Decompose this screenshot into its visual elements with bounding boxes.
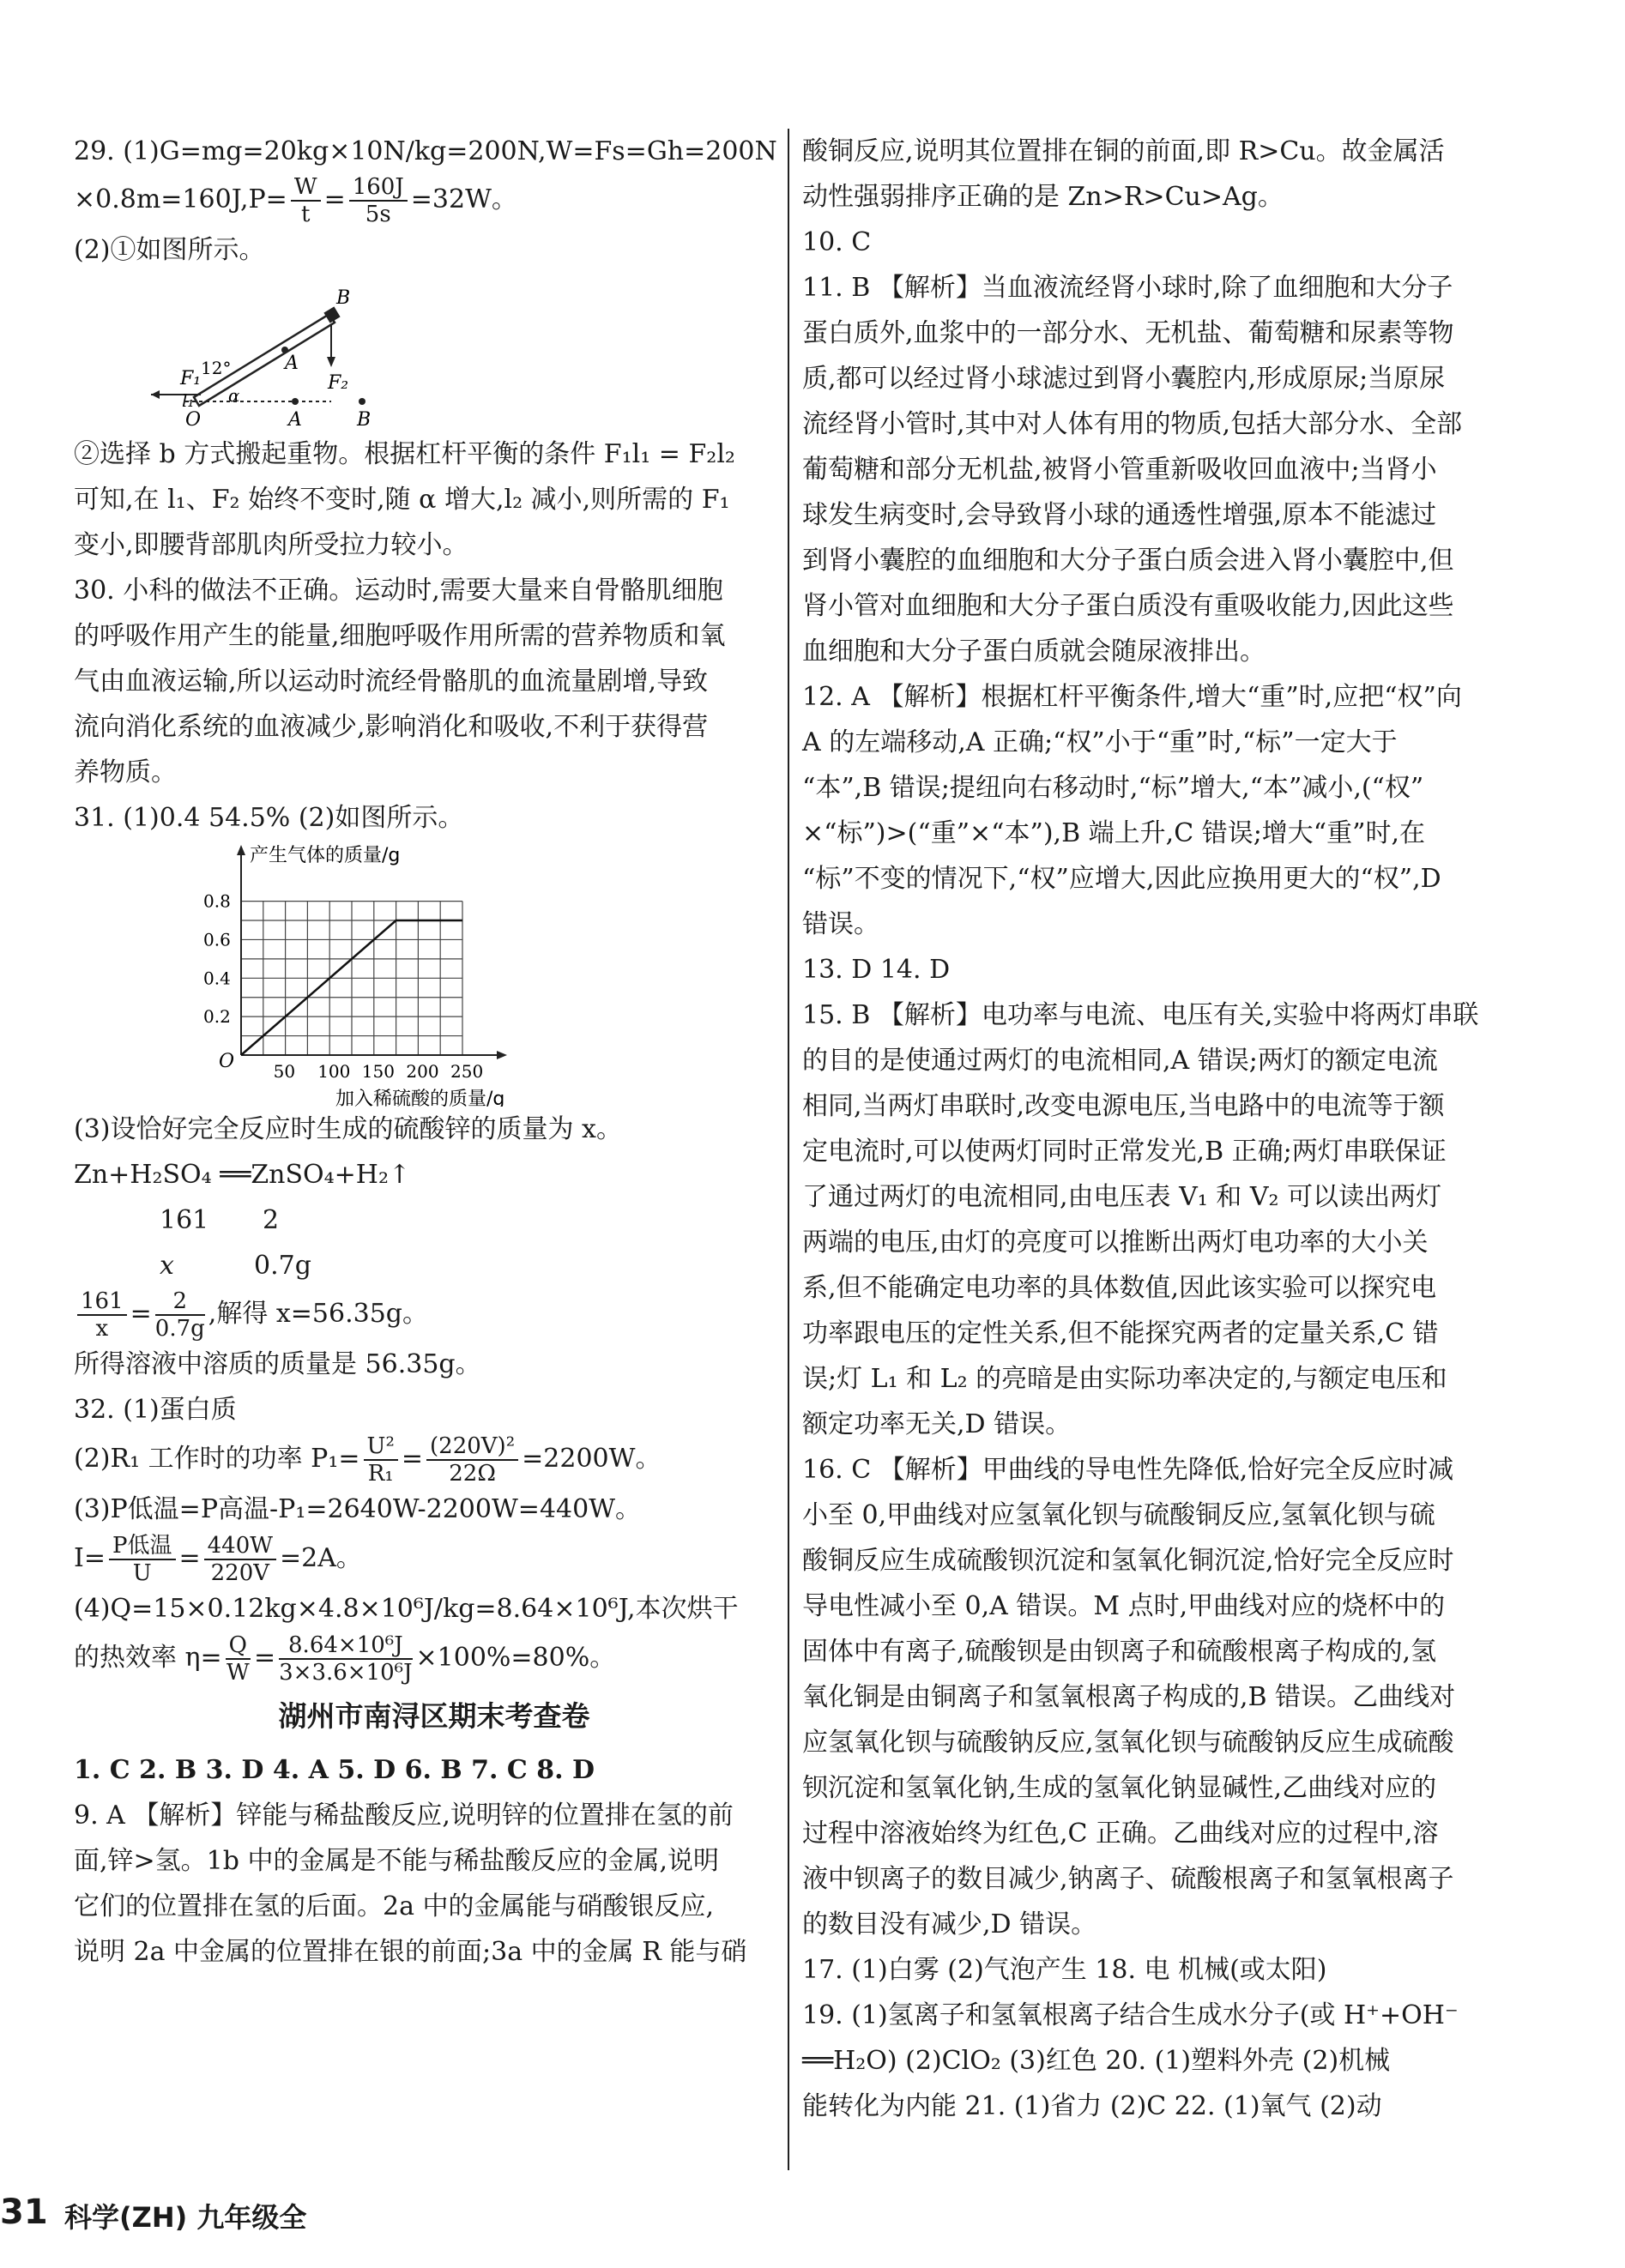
q17-22-line: 19. (1)氢离子和氢氧根离子结合生成水分子(或 H⁺+OH⁻ [802, 2000, 1459, 2030]
q15-line: 相同,当两灯串联时,改变电源电压,当电路中的电流等于额 [802, 1091, 1445, 1121]
q12-line: ×“标”)>(“重”×“本”),B 端上升,C 错误;增大“重”时,在 [802, 818, 1426, 848]
page-footer [0, 2189, 429, 2249]
q31-eq-row1: 161 2 [160, 1205, 280, 1235]
q11-line: 质,都可以经过肾小球滤过到肾小囊腔内,形成原尿;当原尿 [802, 364, 1446, 394]
q29-line3: (2)①如图所示。 [74, 235, 265, 265]
q11-line: 血细胞和大分子蛋白质就会随尿液排出。 [802, 636, 1266, 667]
q15-line: 15. B 【解析】电功率与电流、电压有关,实验中将两灯串联 [802, 1000, 1479, 1030]
x-tick-label: 100 [317, 1061, 351, 1082]
q11-line: 蛋白质外,血浆中的一部分水、无机盐、葡萄糖和尿素等物 [802, 318, 1454, 348]
x-axis-arrowhead [497, 1051, 507, 1059]
q31-equation: Zn+H₂SO₄ ══ZnSO₄+H₂↑ [74, 1160, 411, 1190]
fraction-160j-5s: $\frac{160J}{5s}$ [349, 174, 408, 227]
q9-cont-line: 动性强弱排序正确的是 Zn>R>Cu>Ag。 [802, 182, 1284, 212]
fraction-q-w: $\frac{Q}{W}$ [226, 1632, 250, 1686]
q16-line: 液中钡离子的数目减少,钠离子、硫酸根离子和氢氧根离子 [802, 1864, 1454, 1894]
q30-line: 养物质。 [74, 757, 177, 787]
q9-line: 9. A 【解析】锌能与稀盐酸反应,说明锌的位置排在氢的前 [74, 1801, 734, 1831]
q16-line: 的数目没有减少,D 错误。 [802, 1909, 1097, 1939]
q30-line: 30. 小科的做法不正确。运动时,需要大量来自骨骼肌细胞 [74, 576, 723, 606]
q12-line: “标”不变的情况下,“权”应增大,因此应换用更大的“权”,D [802, 864, 1441, 894]
x-tick-label: 200 [406, 1061, 439, 1082]
q29-line4: ②选择 b 方式搬起重物。根据杠杆平衡的条件 F₁l₁ = F₂l₂ [74, 439, 735, 469]
q12-line: 错误。 [802, 909, 879, 939]
q17-22-line: 能转化为内能 21. (1)省力 (2)C 22. (1)氧气 (2)动 [802, 2091, 1382, 2121]
q9-line: 面,锌>氢。1b 中的金属是不能与稀盐酸反应的金属,说明 [74, 1846, 720, 1876]
lever-end-cap [323, 306, 340, 323]
q9-line: 它们的位置排在氢的后面。2a 中的金属能与硝酸银反应, [74, 1891, 715, 1921]
q13-14: 13. D 14. D [802, 955, 951, 985]
fraction-w-t: $\frac{W}{t}$ [291, 174, 321, 227]
q29-line1: 29. (1)G=mg=20kg×10N/kg=200N,W=Fs=Gh=200N [74, 136, 777, 166]
origin-label: O [219, 1051, 235, 1072]
lever-diagram-svg [74, 273, 794, 431]
x-tick-label: 50 [273, 1061, 296, 1082]
q17-22-line: ══H₂O) (2)ClO₂ (3)红色 20. (1)塑料外壳 (2)机械 [802, 2046, 1391, 2076]
y-axis-label: 产生气体的质量/g [250, 845, 401, 866]
q29-line5: 可知,在 l₁、F₂ 始终不变时,随 α 增大,l₂ 减小,则所需的 F₁ [74, 485, 730, 515]
q11-line: 肾小管对血细胞和大分子蛋白质没有重吸收能力,因此这些 [802, 591, 1454, 621]
q16-line: 过程中溶液始终为红色,C 正确。乙曲线对应的过程中,溶 [802, 1819, 1439, 1849]
right-column [802, 129, 1510, 2129]
section-title: 湖州市南浔区期末考查卷 [278, 1699, 590, 1733]
y-tick-label: 0.2 [203, 1006, 231, 1028]
left-column [74, 129, 794, 1975]
q9-line: 说明 2a 中金属的位置排在银的前面;3a 中的金属 R 能与硝 [74, 1937, 747, 1967]
q32-line3: (3)P低温=P高温-P₁=2640W-2200W=440W。 [74, 1494, 642, 1524]
fraction-heat-values: $\frac{\text{8.64×10⁶J}}{\text{3×3.6×10⁶J}}$ [279, 1632, 413, 1686]
q30-line: 流向消化系统的血液减少,影响消化和吸收,不利于获得营 [74, 712, 709, 742]
point-b-ground [359, 398, 365, 405]
q16-line: 固体中有离子,硫酸钡是由钡离子和硫酸根离子构成的,氢 [802, 1637, 1437, 1667]
q10: 10. C [802, 227, 872, 257]
fraction-p-u: $\frac{\text{P低温}}{U}$ [109, 1533, 176, 1586]
label-alpha: α [228, 385, 240, 406]
gas-mass-chart-svg [74, 841, 794, 1107]
point-a-ground [292, 398, 299, 405]
q32-line1: 32. (1)蛋白质 [74, 1395, 237, 1425]
gas-mass-chart [74, 841, 794, 1107]
f2-arrowhead [327, 357, 335, 367]
y-tick-label: 0.4 [203, 968, 231, 989]
q31-line3: (3)设恰好完全反应时生成的硫酸锌的质量为 x。 [74, 1114, 622, 1144]
q12-line: A 的左端移动,A 正确;“权”小于“重”时,“标”一定大于 [802, 727, 1398, 757]
label-f1: F₁ [180, 368, 202, 389]
x-tick-label: 250 [450, 1061, 484, 1082]
fraction-440w-220v: $\frac{440W}{220V}$ [204, 1533, 276, 1586]
footer-subject: 科学(ZH) 九年级全 [64, 2201, 307, 2234]
q15-line: 系,但不能确定电功率的具体数值,因此该实验可以探究电 [802, 1273, 1437, 1303]
fraction-2-07g: $\frac{2}{0.7g}$ [154, 1288, 205, 1342]
q16-line: 16. C 【解析】甲曲线的导电性先降低,恰好完全反应时减 [802, 1455, 1454, 1485]
q16-line: 导电性减小至 0,A 错误。M 点时,甲曲线对应的烧杯中的 [802, 1591, 1446, 1621]
q16-line: 小至 0,甲曲线对应氢氧化钡与硫酸铜反应,氢氧化钡与硫 [802, 1500, 1435, 1530]
q16-line: 钡沉淀和氢氧化钠,生成的氢氧化钠显碱性,乙曲线对应的 [802, 1773, 1437, 1803]
label-f2: F₂ [328, 372, 349, 394]
q15-line: 误;灯 L₁ 和 L₂ 的亮暗是由实际功率决定的,与额定电压和 [802, 1364, 1447, 1394]
q16-line: 氧化铜是由铜离子和氢氧根离子构成的,B 错误。乙曲线对 [802, 1682, 1456, 1712]
q11-line: 11. B 【解析】当血液流经肾小球时,除了血细胞和大分子 [802, 273, 1453, 303]
fraction-220v-22ohm: $\frac{\text{(220V)²}}{22\Omega}$ [426, 1433, 518, 1487]
q30-line: 的呼吸作用产生的能量,细胞呼吸作用所需的营养物质和氧 [74, 621, 726, 651]
label-o: O [185, 409, 202, 431]
q29-line6: 变小,即腰背部肌肉所受拉力较小。 [74, 530, 468, 560]
x-axis-label: 加入稀硫酸的质量/g [335, 1089, 505, 1107]
q11-line: 到肾小囊腔的血细胞和大分子蛋白质会进入肾小囊腔中,但 [802, 546, 1454, 576]
y-axis-arrowhead [237, 845, 245, 855]
y-tick-label: 0.8 [203, 890, 231, 912]
q15-line: 定电流时,可以使两灯同时正常发光,B 正确;两灯串联保证 [802, 1137, 1447, 1167]
q31-line1: 31. (1)0.4 54.5% (2)如图所示。 [74, 803, 464, 833]
f1-arrowhead [151, 390, 160, 399]
label-a: A [285, 353, 299, 374]
q32-line4: I= $\frac{\text{P低温}}{U}$ = $\frac{440W}{220V}$ =2A。 [74, 1533, 362, 1586]
q32-line6: 的热效率 η= $\frac{Q}{W}$ = $\frac{\text{8.64×10⁶J}}{\text{3×3.6×10⁶J}}$ ×100%=80%。 [74, 1632, 616, 1686]
q31-solve: $\frac{161}{x}$ = $\frac{2}{0.7g}$ ,解得 x=56.35g。 [74, 1288, 794, 1342]
label-b: B [336, 287, 351, 309]
q15-line: 的目的是使通过两灯的电流相同,A 错误;两灯的额定电流 [802, 1046, 1438, 1076]
q15-line: 额定功率无关,D 错误。 [802, 1409, 1072, 1439]
q9-cont-line: 酸铜反应,说明其位置排在铜的前面,即 R>Cu。故金属活 [802, 136, 1445, 166]
lever-diagram [74, 273, 794, 431]
fraction-u2-r1: $\frac{\text{U²}}{\text{R₁}}$ [364, 1433, 398, 1487]
q16-line: 应氢氧化钡与硫酸钠反应,氢氧化钡与硫酸钠反应生成硫酸 [802, 1728, 1454, 1758]
q12-line: 12. A 【解析】根据杠杆平衡条件,增大“重”时,应把“权”向 [802, 682, 1462, 712]
answers-1-8: 1. C 2. B 3. D 4. A 5. D 6. B 7. C 8. D [74, 1755, 595, 1785]
q32-line5: (4)Q=15×0.12kg×4.8×10⁶J/kg=8.64×10⁶J,本次烘干 [74, 1594, 739, 1624]
q29-line2: ×0.8m=160J,P= $\frac{W}{t}$ = $\frac{160J}{5s}$ =32W。 [74, 174, 517, 227]
q11-line: 球发生病变时,会导致肾小球的通透性增强,原本不能滤过 [802, 500, 1437, 530]
y-tick-label: 0.6 [203, 929, 231, 950]
q17-22-line: 17. (1)白雾 (2)气泡产生 18. 电 机械(或太阳) [802, 1955, 1327, 1985]
q31-eq-row2: x 0.7g [160, 1251, 311, 1281]
q15-line: 了通过两灯的电流相同,由电压表 V₁ 和 V₂ 可以读出两灯 [802, 1182, 1442, 1212]
label-a-ground: A [288, 409, 302, 431]
q15-line: 两端的电压,由灯的亮度可以推断出两灯电功率的大小关 [802, 1227, 1429, 1258]
x-tick-label: 150 [361, 1061, 395, 1082]
q16-line: 酸铜反应生成硫酸钡沉淀和氢氧化铜沉淀,恰好完全反应时 [802, 1546, 1454, 1576]
label-l1: l₁ [182, 390, 195, 411]
q11-line: 流经肾小管时,其中对人体有用的物质,包括大部分水、全部 [802, 409, 1463, 439]
label-angle: 12° [201, 358, 232, 378]
q11-line: 葡萄糖和部分无机盐,被肾小管重新吸收回血液中;当肾小 [802, 455, 1437, 485]
q32-line2: (2)R₁ 工作时的功率 P₁= $\frac{\text{U²}}{\text{R₁}}$ = $\frac{\text{(220V)²}}{22\Omega}$ =2200W。 [74, 1433, 661, 1487]
q12-line: “本”,B 错误;提纽向右移动时,“标”增大,“本”减小,(“权” [802, 773, 1424, 803]
q30-line: 气由血液运输,所以运动时流经骨骼肌的血流量剧增,导致 [74, 667, 709, 697]
label-b-ground: B [357, 409, 372, 431]
q15-line: 功率跟电压的定性关系,但不能探究两者的定量关系,C 错 [802, 1318, 1439, 1348]
q31-result: 所得溶液中溶质的质量是 56.35g。 [74, 1349, 481, 1379]
page-number: 31 [0, 2193, 48, 2232]
fraction-161-x: $\frac{161}{x}$ [77, 1288, 127, 1342]
